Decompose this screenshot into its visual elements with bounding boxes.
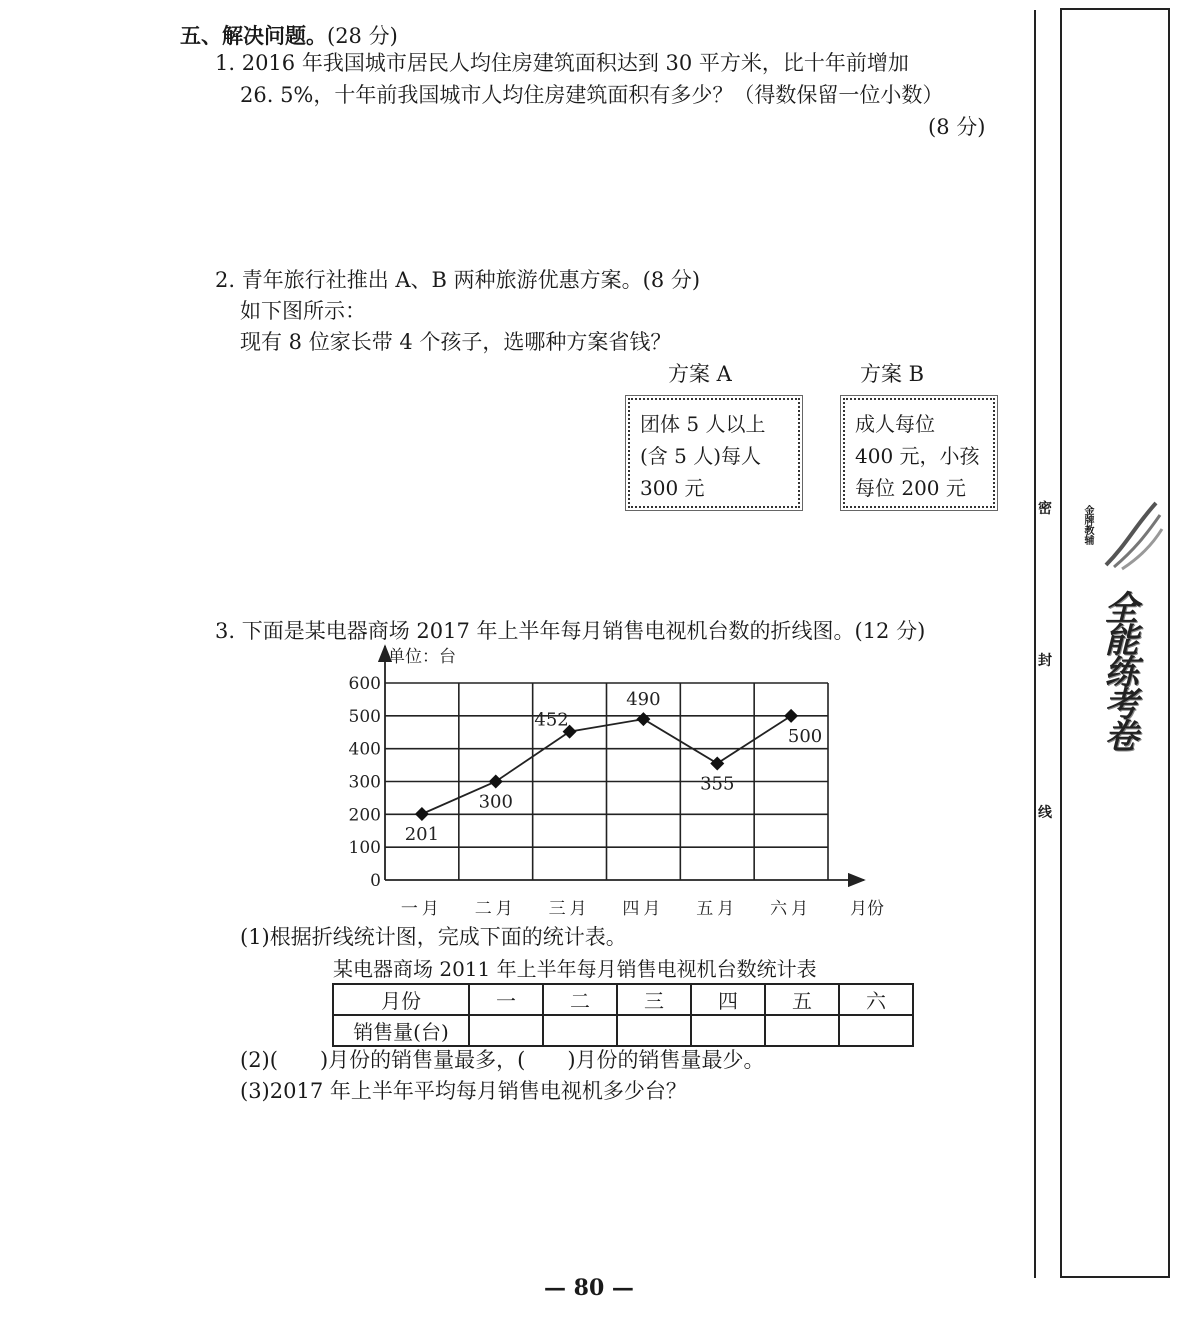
q1-points: (8 分)	[928, 115, 986, 139]
x-tick-label: 四月	[622, 899, 665, 919]
data-label: 452	[534, 709, 569, 731]
brand-logo-icon	[1096, 495, 1166, 575]
answer-cell[interactable]	[839, 1015, 913, 1046]
plan-b-box	[843, 398, 995, 508]
plan-a-line: (含 5 人)每人	[640, 444, 762, 468]
data-label: 500	[787, 725, 823, 747]
y-tick-label: 600	[348, 674, 381, 694]
q1-line2: 26. 5%，十年前我国城市人均住房建筑面积有多少？（得数保留一位小数）	[240, 83, 944, 107]
data-label: 201	[404, 824, 440, 846]
data-point	[415, 807, 429, 821]
q2-line3: 现有 8 位家长带 4 个孩子，选哪种方案省钱？	[240, 330, 672, 354]
q2-line2: 如下图所示：	[240, 299, 366, 323]
x-tick-label: 二月	[474, 899, 517, 919]
chart-x-label: 月份	[850, 899, 884, 919]
y-tick-label: 400	[348, 739, 381, 760]
chart-series	[405, 689, 823, 845]
table-cell: 六	[839, 984, 913, 1015]
plan-b-line: 400 元，小孩	[855, 444, 980, 468]
table-row	[333, 1015, 913, 1046]
section-points: (28 分)	[327, 24, 398, 48]
y-tick-label: 0	[370, 871, 381, 891]
answer-cell[interactable]	[617, 1015, 691, 1046]
table-cell: 月份	[333, 984, 469, 1015]
table-title: 某电器商场 2011 年上半年每月销售电视机台数统计表	[333, 957, 817, 981]
line-chart	[330, 640, 910, 925]
answer-cell[interactable]	[691, 1015, 765, 1046]
section-heading	[180, 20, 398, 50]
y-tick-label: 100	[348, 838, 381, 859]
seal-char: 线	[1038, 805, 1052, 821]
brand-name: 全能练考卷	[1098, 590, 1138, 750]
data-label: 300	[478, 791, 513, 813]
q3-sub2: (2)( )月份的销售量最多，( )月份的销售量最少。	[240, 1048, 765, 1072]
data-point	[784, 709, 798, 723]
y-tick-label: 500	[348, 706, 381, 727]
y-tick-label: 300	[348, 772, 381, 793]
q1-line1: 1. 2016 年我国城市居民人均住房建筑面积达到 30 平方米，比十年前增加	[215, 51, 909, 75]
chart-unit-label: 单位：台	[388, 647, 456, 667]
q3-sub1: (1)根据折线统计图，完成下面的统计表。	[240, 925, 627, 949]
q3-line1: 3. 下面是某电器商场 2017 年上半年每月销售电视机台数的折线图。(12 分)	[215, 619, 926, 643]
plan-a-line: 300 元	[640, 476, 705, 500]
q3-sub3: (3)2017 年上半年平均每月销售电视机多少台？	[240, 1079, 687, 1103]
plan-b-title: 方案 B	[860, 362, 925, 386]
plan-b-line: 每位 200 元	[855, 476, 966, 500]
seal-char: 密	[1038, 501, 1052, 517]
y-tick-label: 200	[348, 805, 381, 826]
data-label: 355	[700, 773, 735, 795]
table-cell: 二	[543, 984, 617, 1015]
table-cell: 三	[617, 984, 691, 1015]
table-cell: 四	[691, 984, 765, 1015]
stats-table	[332, 983, 914, 1047]
x-tick-label: 一月	[400, 899, 443, 919]
table-cell: 五	[765, 984, 839, 1015]
plan-a-line: 团体 5 人以上	[640, 412, 766, 436]
q2-line1: 2. 青年旅行社推出 A、B 两种旅游优惠方案。(8 分)	[215, 268, 701, 292]
plan-a-box	[628, 398, 800, 508]
section-title: 五、解决问题。	[180, 24, 327, 48]
answer-cell[interactable]	[765, 1015, 839, 1046]
x-tick-label: 六月	[770, 899, 813, 919]
x-tick-label: 五月	[696, 899, 739, 919]
table-cell: 一	[469, 984, 543, 1015]
plan-a-title: 方案 A	[668, 362, 732, 386]
data-point	[489, 775, 503, 789]
data-point	[636, 712, 650, 726]
seal-char: 封	[1038, 653, 1052, 669]
answer-cell[interactable]	[543, 1015, 617, 1046]
table-cell: 销售量(台)	[333, 1015, 469, 1046]
plan-b-line: 成人每位	[855, 412, 935, 436]
binding-line	[1034, 10, 1036, 1278]
x-tick-label: 三月	[548, 899, 591, 919]
table-row	[333, 984, 913, 1015]
answer-cell[interactable]	[469, 1015, 543, 1046]
publisher-name: 金牌教辅	[1082, 505, 1093, 545]
chart-grid	[385, 683, 828, 880]
page-number: — 80 —	[544, 1275, 634, 1301]
data-label: 490	[626, 689, 661, 711]
data-point	[710, 756, 724, 770]
